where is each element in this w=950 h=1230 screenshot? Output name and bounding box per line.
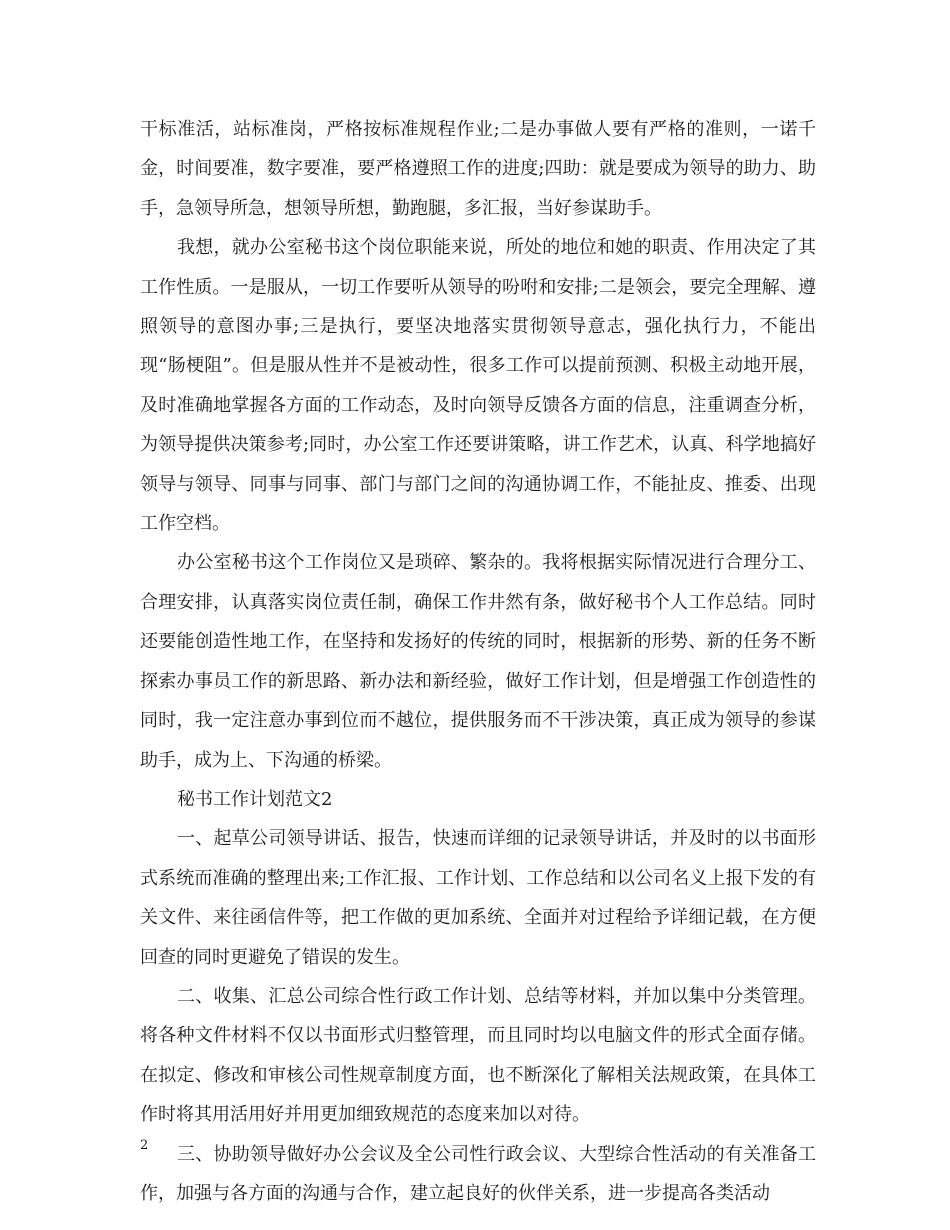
paragraph: 我想，就办公室秘书这个岗位职能来说，所处的地位和她的职责、作用决定了其工作性质。一是服从，一切工作要听从领导的吩咐和安排;二是领会，要完全理解、遵照领导的意图办事;三是执行，要坚决地落实贯彻领导意志，强化执行力，不能出现“肠梗阻”。但是服从性并不是被动性，很多工作可以提前预测、积极主动地开展，及时准确地掌握各方面的工作动态，及时向领导反馈各方面的信息，注重调查分析，为领导提供决策参考;同时，办公室工作还要讲策略，讲工作艺术，认真、科学地搞好领导与领导、同事与同事、部门与部门之间的沟通协调工作，不能扯皮、推委、出现工作空档。 — [140, 237, 816, 535]
section-heading: 秘书工作计划范文2 — [177, 788, 333, 810]
paragraph: 干标准活，站标准岗，严格按标准规程作业;二是办事做人要有严格的准则，一诺千金，时间要准，数字要准，要严格遵照工作的进度;四助：就是要成为领导的助力、助手，急领导所急，想领导所想，勤跑腿，多汇报，当好参谋助手。 — [140, 119, 816, 219]
paragraph: 办公室秘书这个工作岗位又是琐碎、繁杂的。我将根据实际情况进行合理分工、合理安排，认真落实岗位责任制，确保工作井然有条，做好秘书个人工作总结。同时还要能创造性地工作，在坚持和发扬好的传统的同时，根据新的形势、新的任务不断探索办事员工作的新思路、新办法和新经验，做好工作计划，但是增强工作创造性的同时，我一定注意办事到位而不越位，提供服务而不干涉决策，真正成为领导的参谋助手，成为上、下沟通的桥梁。 — [140, 552, 816, 771]
paragraph: 二、收集、汇总公司综合性行政工作计划、总结等材料，并加以集中分类管理。将各种文件材料不仅以书面形式归整管理，而且同时均以电脑文件的形式全面存储。在拟定、修改和审核公司性规章制度方面，也不断深化了解相关法规政策，在具体工作时将其用活用好并用更加细致规范的态度来加以对待。 — [140, 985, 816, 1126]
document-body — [140, 110, 816, 1213]
paragraph: 一、起草公司领导讲话、报告，快速而详细的记录领导讲话，并及时的以书面形式系统而准确的整理出来;工作汇报、工作计划、工作总结和以公司名义上报下发的有关文件、来往函信件等，把工作做的更加系统、全面并对过程给予详细记载，在方便回查的同时更避免了错误的发生。 — [140, 828, 816, 968]
paragraph: 三、协助领导做好办公会议及全公司性行政会议、大型综合性活动的有关准备工作，加强与各方面的沟通与合作，建立起良好的伙伴关系，进一步提高各类活动 — [140, 1143, 816, 1204]
page-number: 2 — [140, 1138, 149, 1153]
